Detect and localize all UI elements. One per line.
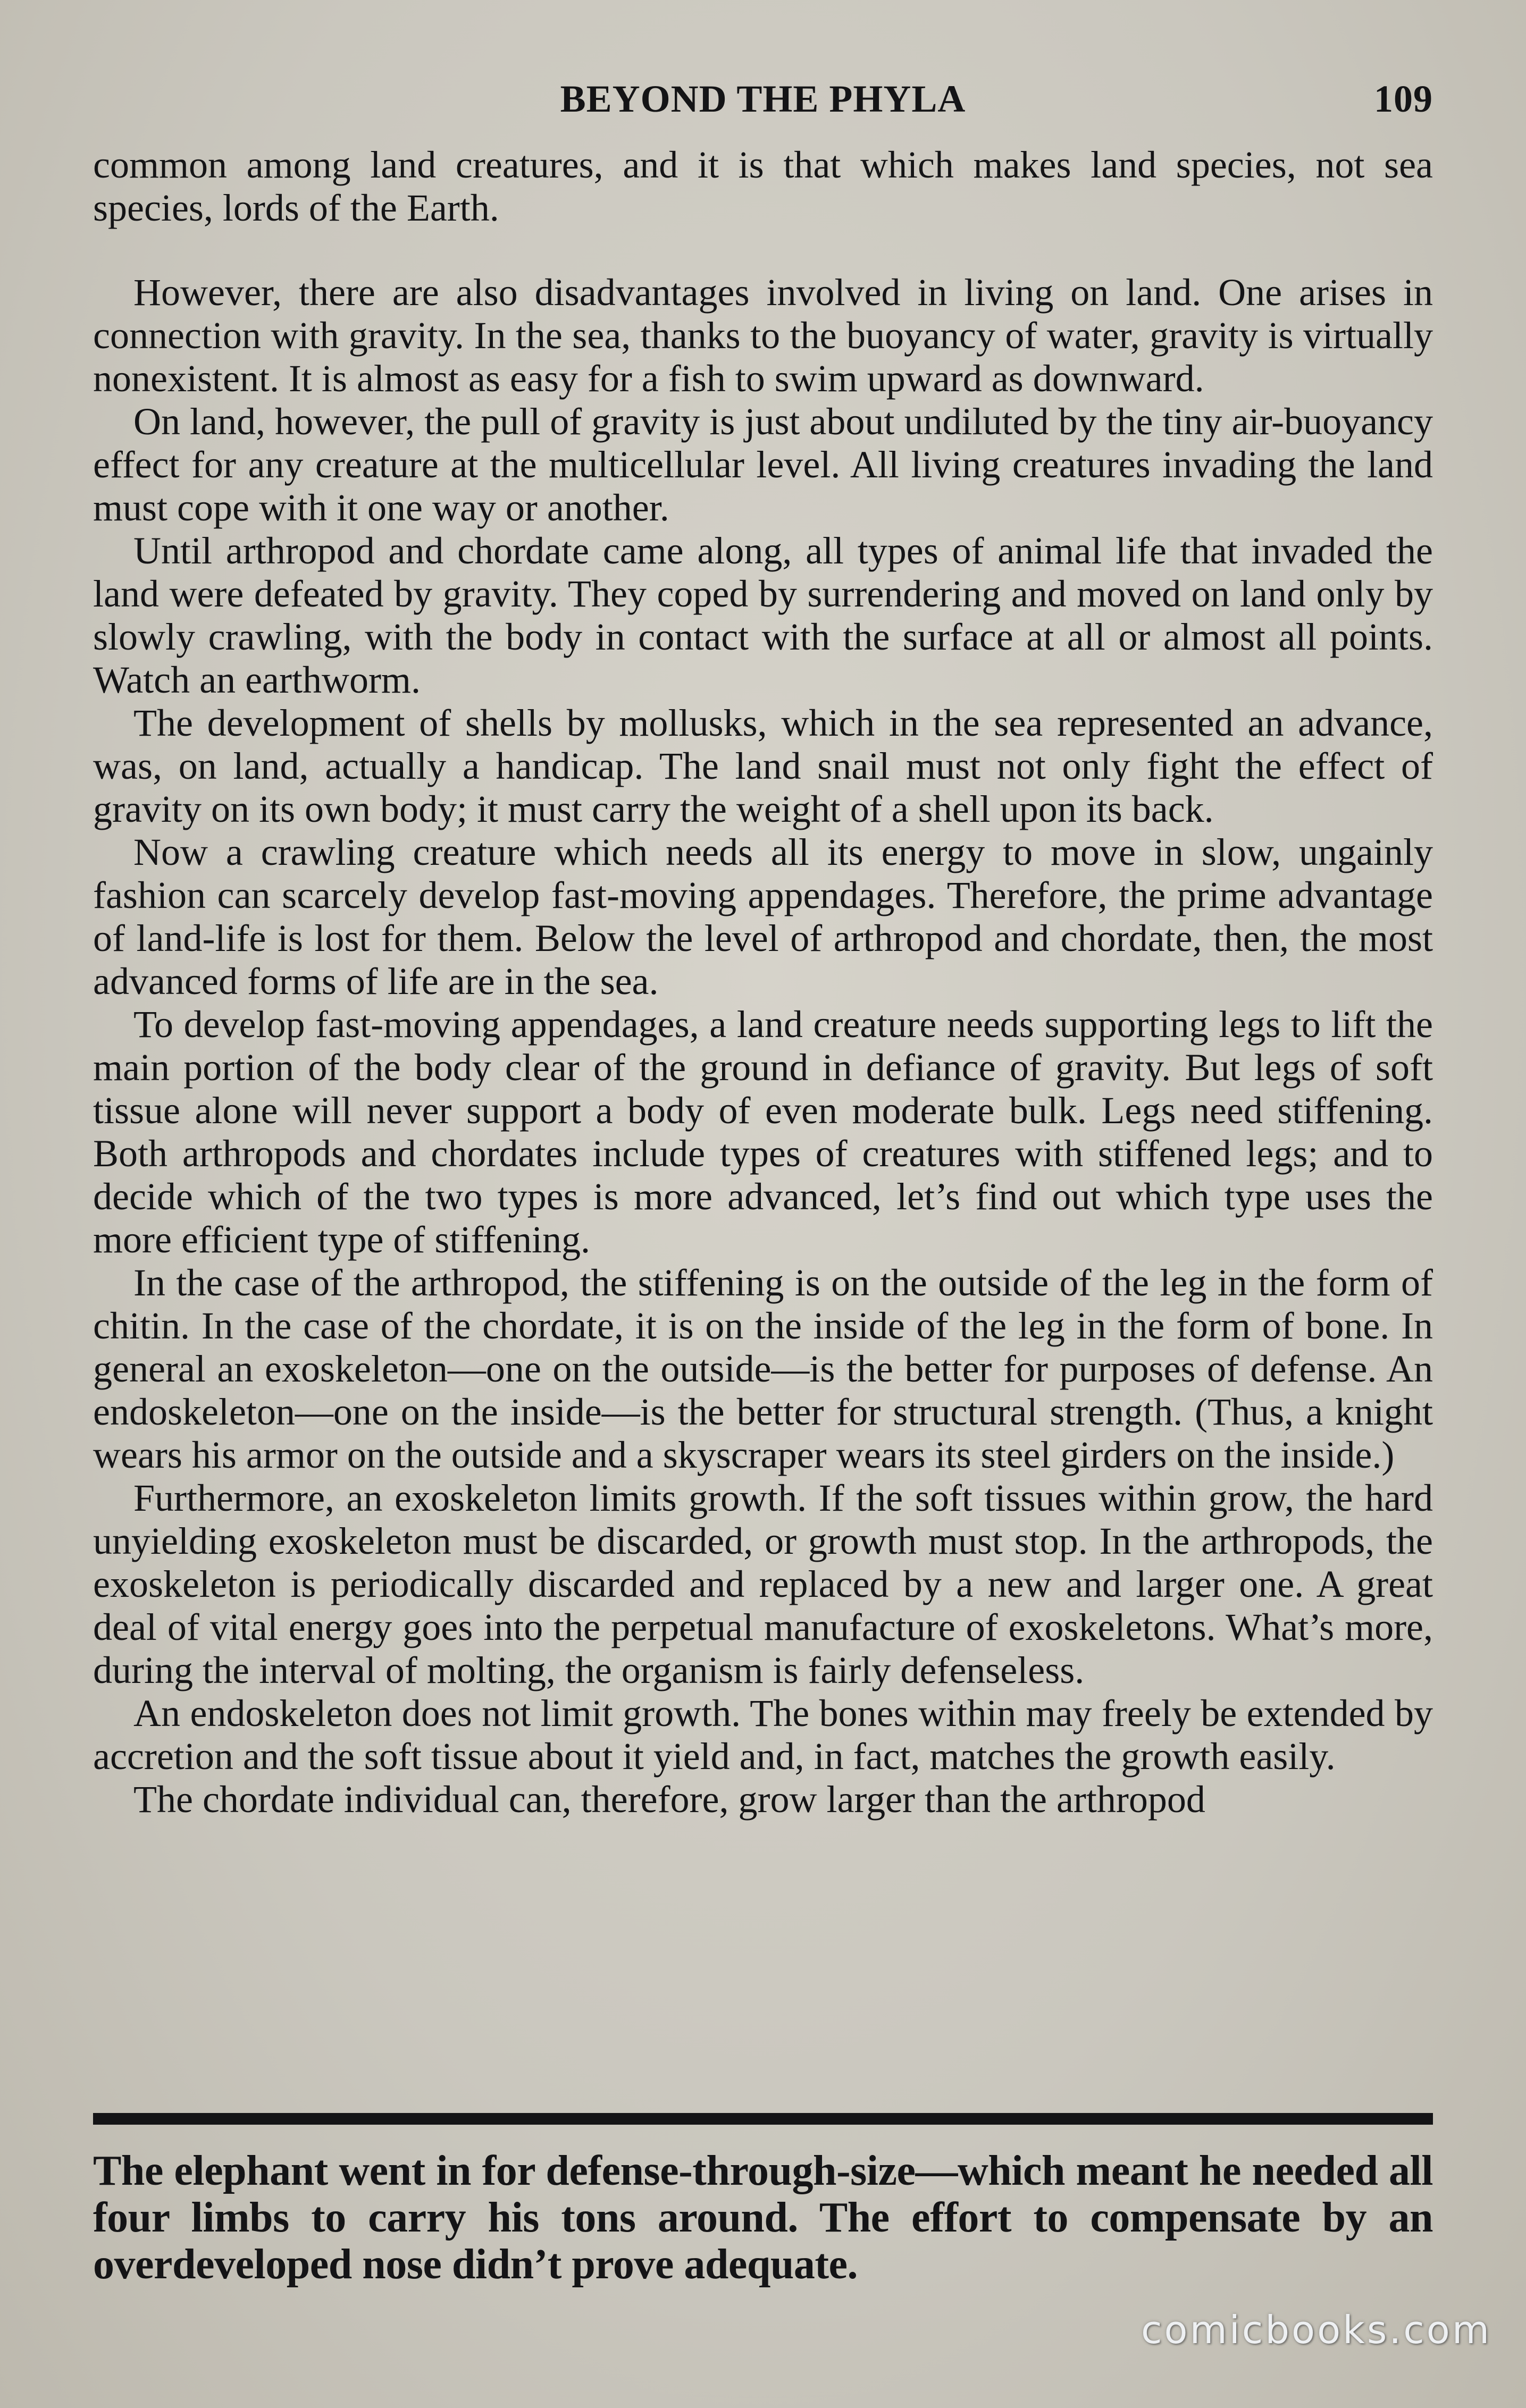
paragraph: Furthermore, an exoskeleton limits growth. If the soft tissues within grow, the hard unyielding exoskeleton must be discarded, or growth must stop. In the arthropods, the exoskeleton is periodically discarded and replaced by a new and larger one. A great deal of vital energy goes into the perpetual manufacture of exoskeletons. What’s more, during the interval of molting, the organism is fairly defenseless. bbox=[93, 1477, 1433, 1691]
watermark: comicbooks.com bbox=[1141, 2308, 1491, 2352]
running-head bbox=[93, 72, 1433, 130]
paragraph: However, there are also disadvantages involved in living on land. One arises in connection with gravity. In the sea, thanks to the buoyancy of water, gravity is virtually nonexistent. It is almost as easy for a fish to swim upward as downward. bbox=[93, 271, 1433, 400]
body-text bbox=[93, 144, 1433, 1821]
paragraph: Now a crawling creature which needs all its energy to move in slow, ungainly fashion can scarcely develop fast-moving appendages. Therefore, the prime advantage of land-life is lost for them. Below the level of arthropod and chordate, then, the most advanced forms of life are in the sea. bbox=[93, 831, 1433, 1003]
running-title: BEYOND THE PHYLA bbox=[560, 78, 966, 120]
paragraph-continued: common among land creatures, and it is that which makes land species, not sea species, lords of the Earth. bbox=[93, 144, 1433, 229]
paragraph: An endoskeleton does not limit growth. The bones within may freely be extended by accretion and the soft tissue about it yield and, in fact, matches the growth easily. bbox=[93, 1692, 1433, 1778]
caption-divider-rule bbox=[93, 2113, 1433, 2125]
paragraph-last: The chordate individual can, therefore, grow larger than the arthropod bbox=[133, 1778, 1205, 1821]
paragraph: Until arthropod and chordate came along, all types of animal life that invaded the land were defeated by gravity. They coped by surrendering and moved on land only by slowly crawling, with the body in contact with the surface at all or almost all points. Watch an earthworm. bbox=[93, 529, 1433, 701]
illustration-caption: The elephant went in for defense-through-size—which meant he needed all four limbs to carry his tons around. The effort to compensate by an overdeveloped nose didn’t prove adequate. bbox=[93, 2148, 1433, 2288]
paragraph: On land, however, the pull of gravity is just about undiluted by the tiny air-buoyancy effect for any creature at the multicellular level. All living creatures invading the land must cope with it one way or another. bbox=[93, 400, 1433, 529]
paragraph: In the case of the arthropod, the stiffening is on the outside of the leg in the form of chitin. In the case of the chordate, it is on the inside of the leg in the form of bone. In general an exoskeleton—one on the outside—is the better for purposes of defense. An endoskeleton—one on the inside—is the better for structural strength. (Thus, a knight wears his armor on the outside and a skyscraper wears its steel girders on the inside.) bbox=[93, 1261, 1433, 1476]
paragraph: The development of shells by mollusks, which in the sea represented an advance, was, on land, actually a handicap. The land snail must not only fight the effect of gravity on its own body; it must carry the weight of a shell upon its back. bbox=[93, 702, 1433, 830]
paragraph: To develop fast-moving appendages, a land creature needs supporting legs to lift the main portion of the body clear of the ground in defiance of gravity. But legs of soft tissue alone will never support a body of even moderate bulk. Legs need stiffening. Both arthropods and chordates include types of creatures with stiffened legs; and to decide which of the two types is more advanced, let’s find out which type uses the more efficient type of stiffening. bbox=[93, 1003, 1433, 1261]
page-number: 109 bbox=[1374, 78, 1433, 120]
